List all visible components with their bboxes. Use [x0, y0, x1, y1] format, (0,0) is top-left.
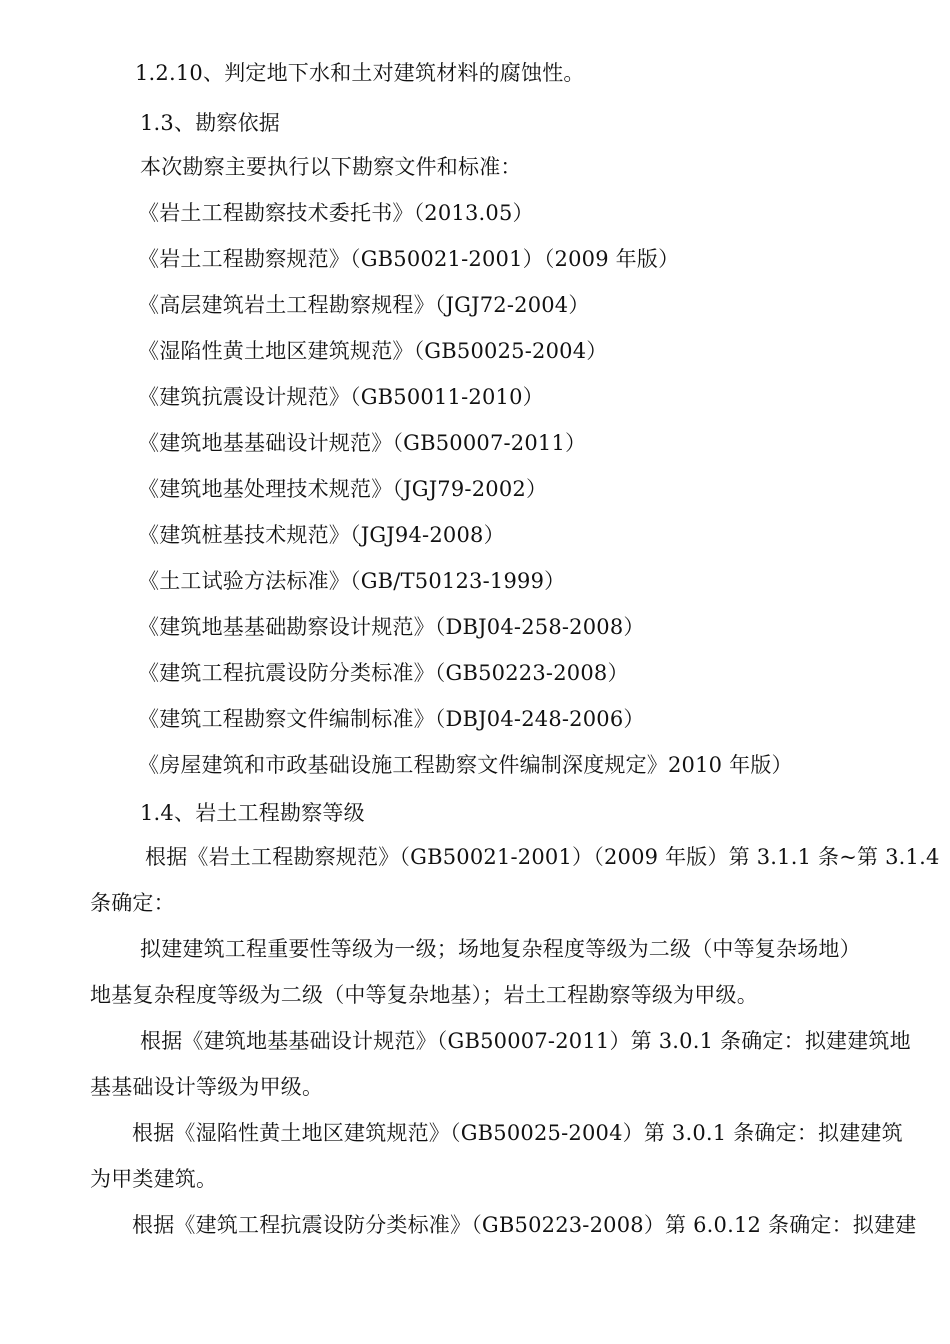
reference-item-13: 《房屋建筑和市政基础设施工程勘察文件编制深度规定》2010 年版） — [138, 753, 793, 777]
paragraph-line-6: 基基础设计等级为甲级。 — [90, 1075, 324, 1099]
reference-item-12: 《建筑工程勘察文件编制标准》（DBJ04-248-2006） — [138, 707, 645, 731]
paragraph-line-1: 根据《岩土工程勘察规范》（GB50021-2001）（2009 年版）第 3.1.1 条~第 3.1.4 — [145, 845, 940, 869]
paragraph-line-8: 为甲类建筑。 — [90, 1167, 218, 1191]
paragraph-line-9: 根据《建筑工程抗震设防分类标准》（GB50223-2008）第 6.0.12 条确定：拟建建 — [132, 1213, 917, 1237]
section-heading-1-3: 1.3、勘察依据 — [140, 111, 280, 135]
paragraph-line-3: 拟建建筑工程重要性等级为一级；场地复杂程度等级为二级（中等复杂场地） — [140, 937, 861, 961]
text-line-intro: 本次勘察主要执行以下勘察文件和标准： — [140, 155, 522, 179]
reference-item-4: 《湿陷性黄土地区建筑规范》（GB50025-2004） — [138, 339, 608, 363]
section-heading-1-4: 1.4、岩土工程勘察等级 — [140, 801, 365, 825]
reference-item-5: 《建筑抗震设计规范》（GB50011-2010） — [138, 385, 544, 409]
reference-item-2: 《岩土工程勘察规范》（GB50021-2001）（2009 年版） — [138, 247, 680, 271]
reference-item-10: 《建筑地基基础勘察设计规范》（DBJ04-258-2008） — [138, 615, 645, 639]
paragraph-line-2: 条确定： — [90, 891, 175, 915]
reference-item-7: 《建筑地基处理技术规范》（JGJ79-2002） — [138, 477, 548, 501]
reference-item-9: 《土工试验方法标准》（GB/T50123-1999） — [138, 569, 566, 593]
paragraph-line-4: 地基复杂程度等级为二级（中等复杂地基）；岩土工程勘察等级为甲级。 — [90, 983, 758, 1007]
paragraph-line-7: 根据《湿陷性黄土地区建筑规范》（GB50025-2004）第 3.0.1 条确定：拟建建筑 — [132, 1121, 903, 1145]
text-line-item-1-2-10: 1.2.10、判定地下水和土对建筑材料的腐蚀性。 — [135, 61, 585, 85]
reference-item-6: 《建筑地基基础设计规范》（GB50007-2011） — [138, 431, 587, 455]
reference-item-11: 《建筑工程抗震设防分类标准》（GB50223-2008） — [138, 661, 629, 685]
reference-item-8: 《建筑桩基技术规范》（JGJ94-2008） — [138, 523, 505, 547]
reference-item-3: 《高层建筑岩土工程勘察规程》（JGJ72-2004） — [138, 293, 590, 317]
reference-item-1: 《岩土工程勘察技术委托书》（2013.05） — [138, 201, 534, 225]
paragraph-line-5: 根据《建筑地基基础设计规范》（GB50007-2011）第 3.0.1 条确定：拟建建筑地 — [140, 1029, 911, 1053]
